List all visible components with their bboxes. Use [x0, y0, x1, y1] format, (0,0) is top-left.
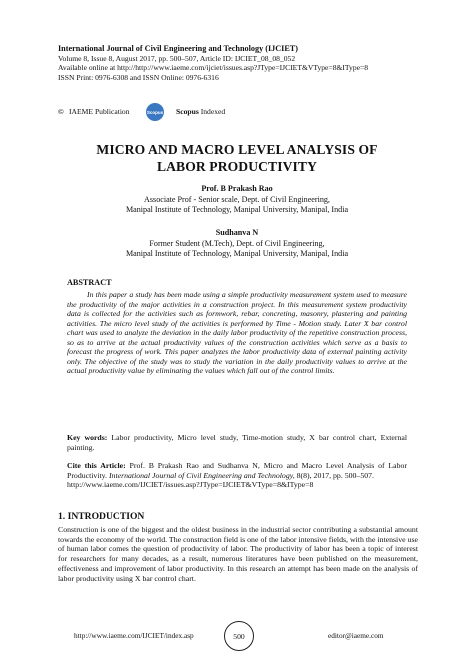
- publisher-line: [58, 103, 358, 123]
- author-affiliation-line: Manipal Institute of Technology, Manipal University, Manipal, India: [125, 205, 349, 215]
- volume-line: Volume 8, Issue 8, August 2017, pp. 500–507, Article ID: IJCIET_08_08_052: [58, 53, 296, 63]
- issn-line: ISSN Print: 0976-6308 and ISSN Online: 0976-6316: [58, 73, 219, 83]
- page-number: 500: [224, 621, 254, 651]
- introduction-text: Construction is one of the biggest and the oldest business in the industrial sector contributing a substantial amount towards the economy of the world. The construction field is one of the labor intensive fields, with the intensive use of human labor comes the question of productivity of labor. The productivity of labor has been a topic of interest for researchers for many decades, as a result, numerous literatures have been published on the measurement, effectiveness and improvement of labor productivity. In this research an attempt has been made on the analysis of labor productivity using X bar control chart.: [58, 525, 418, 583]
- cite-label: Cite this Article:: [67, 461, 126, 470]
- paper-title-line-1: MICRO AND MACRO LEVEL ANALYSIS OF: [96, 142, 378, 157]
- cite-journal: International Journal of Civil Engineering and Technology,: [108, 470, 295, 480]
- author-block-2: [58, 228, 416, 260]
- keywords: [67, 433, 407, 452]
- keywords-text: Labor productivity, Micro level study, Time-motion study, X bar control chart, External painting.: [67, 433, 407, 452]
- cite-details: 8(8), 2017, pp. 500–507.: [294, 470, 374, 480]
- paper-title: [40, 142, 434, 175]
- author-affiliation-line: Manipal Institute of Technology, Manipal University, Manipal, India: [125, 249, 349, 259]
- available-online-line[interactable]: Available online at http://http://www.iaeme.com/ijciet/issues.asp?JType=IJCIET&VType=8&IType=8: [58, 63, 369, 73]
- abstract-heading: ABSTRACT: [67, 278, 112, 287]
- cite-url-link[interactable]: http://www.iaeme.com/IJCIET/issues.asp?JType=IJCIET&VType=8&IType=8: [67, 480, 314, 490]
- paper-title-line-2: LABOR PRODUCTIVITY: [156, 158, 318, 174]
- keywords-label: Key words:: [67, 433, 108, 442]
- footer-url-link[interactable]: http://www.iaeme.com/IJCIET/index.asp: [74, 631, 194, 640]
- author-name: Sudhanva N: [215, 228, 259, 237]
- author-name: Prof. B Prakash Rao: [201, 184, 273, 193]
- scopus-indexed-label: [176, 107, 225, 116]
- scopus-logo-icon: Scopus: [146, 103, 164, 121]
- author-block-1: [58, 184, 416, 216]
- author-affiliation-line: Associate Prof - Senior scale, Dept. of Civil Engineering,: [144, 194, 330, 204]
- introduction-heading: 1. INTRODUCTION: [58, 511, 145, 522]
- citation: [67, 461, 407, 490]
- scopus-label: Scopus: [176, 107, 199, 116]
- indexed-suffix: Indexed: [198, 107, 226, 116]
- copyright-symbol: ©: [58, 107, 64, 116]
- abstract-text: In this paper a study has been made using a simple productivity measurement system used to measure the productivity of the major activities in a construction project. In this measurement system productivity data is collected for the activities such as formwork, rebar, concreting, masonry, plastering and painting activities. The micro level study of the activities is performed by Time - Motion study. Later X bar control chart was used to analyze the deviation in the daily labor productivity of the repetitive construction process, so as to arrive at the actual productivity values of the construction activities which serve as a basis to forecast the progress of work. This paper analyzes the labor productivity data of external painting activity only. The objective of the study was to study the variation in the daily productivity values to arrive at the actual productivity value by eliminating the values which fall out of the control limits.: [67, 290, 407, 376]
- journal-title: International Journal of Civil Engineering and Technology (IJCIET): [58, 44, 298, 53]
- author-affiliation-line: Former Student (M.Tech), Dept. of Civil Engineering,: [149, 238, 325, 248]
- footer-email-link[interactable]: editor@iaeme.com: [328, 631, 384, 640]
- publisher-name: IAEME Publication: [69, 107, 130, 116]
- cite-text: Prof. B Prakash Rao and Sudhanva N, Micro and Macro Level Analysis of Labor Productivity.: [67, 461, 407, 480]
- journal-header: [58, 44, 438, 83]
